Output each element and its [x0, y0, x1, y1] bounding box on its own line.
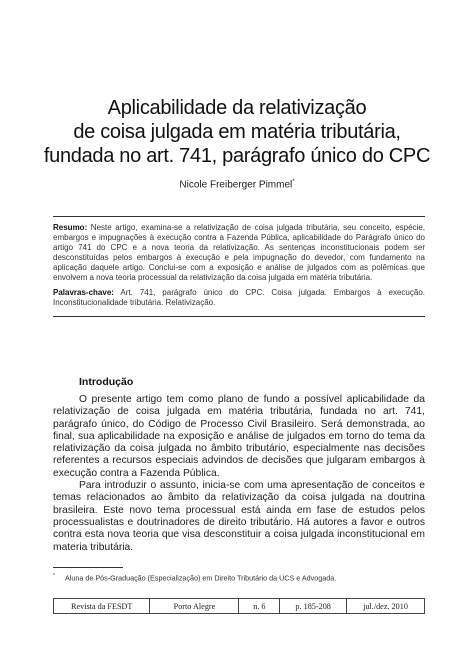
- footer-pages: p. 185-208: [280, 599, 347, 614]
- keywords-paragraph: [53, 288, 425, 308]
- footer-journal: Revista da FESDT: [54, 599, 150, 614]
- footnote-marker: *: [53, 573, 55, 579]
- author-name: Nicole Freiberger Pimmel: [179, 179, 293, 191]
- journal-footer: [53, 598, 425, 614]
- abstract-box: [53, 216, 425, 317]
- footnote-text: Aluna de Pós-Graduação (Especialização) em Direito Tributário da UCS e Advogada.: [64, 573, 337, 583]
- footer-row: [54, 599, 425, 614]
- abstract-paragraph: [53, 223, 425, 284]
- author-line: [0, 179, 474, 190]
- body-paragraph-2: Para introduzir o assunto, inicia-se com uma apresentação de conceitos e temas relacionados ao âmbito da relativização da coisa julgada na doutrina brasileira. Este novo tema processual está ainda em fase de estudos pelos processualistas e doutrinadores de direito tributário. Há autores a favor e outros contra esta nova teoria que visa desconstituir a coisa julgada inconstitucional em materia tributária.: [53, 480, 425, 553]
- keywords-label: Palavras-chave:: [53, 287, 114, 297]
- article-title: [20, 96, 454, 168]
- footer-city: Porto Alegre: [150, 599, 239, 614]
- author-footnote-marker: *: [292, 179, 295, 185]
- body-paragraph-1: O presente artigo tem como plano de fundo a possível aplicabilidade da relativização de coisa julgada em matéria tributária, fundada no art. 741, parágrafo único, do Código de Processo Civil Brasileiro. Será demonstrada, ao final, sua aplicabilidade na exposição e análise de julgados em torno do tema da relativização da coisa julgada no âmbito tributário, especialmente nas decisões referentes a recursos especiais advindos de decisões que julgaram embargos à execução contra a Fazenda Pública.: [53, 394, 425, 479]
- introduction-body: [53, 394, 425, 554]
- title-line-2: de coisa julgada em matéria tributária,: [73, 121, 401, 143]
- footer-date: jul./dez. 2010: [347, 599, 425, 614]
- section-heading-introduction: Introdução: [79, 376, 134, 388]
- abstract-label: Resumo:: [53, 223, 88, 232]
- footnote: [53, 573, 425, 582]
- abstract-text: Neste artigo, examina-se a relativização de coisa julgada tributária, seu conceito, espécie, embargos e impugnações à execução contra a Fazenda Pública, aplicabilidade do Parágrafo único do artigo 741 do CPC e a nova teoria da relativização. As sentenças inconstitucionais podem ser desconstituídas pelos embargos à execução e pela impugnação do devedor, com fundamento na aplicação daquele artigo. Conclui-se com a exposição e análise de julgados com as polêmicas que envolvem a nova teoria processual da relativização da coisa julgada em matéria tributária.: [53, 223, 425, 283]
- title-line-1: Aplicabilidade da relativização: [107, 97, 367, 119]
- keywords-text: Art. 741, parágrafo único do CPC. Coisa julgada. Embargos à execução. Inconstitucionalidade tributária. Relativização.: [53, 287, 425, 307]
- footer-issue: n. 6: [239, 599, 280, 614]
- title-line-3: fundada no art. 741, parágrafo único do CPC: [43, 145, 431, 167]
- footnote-divider: [53, 567, 123, 568]
